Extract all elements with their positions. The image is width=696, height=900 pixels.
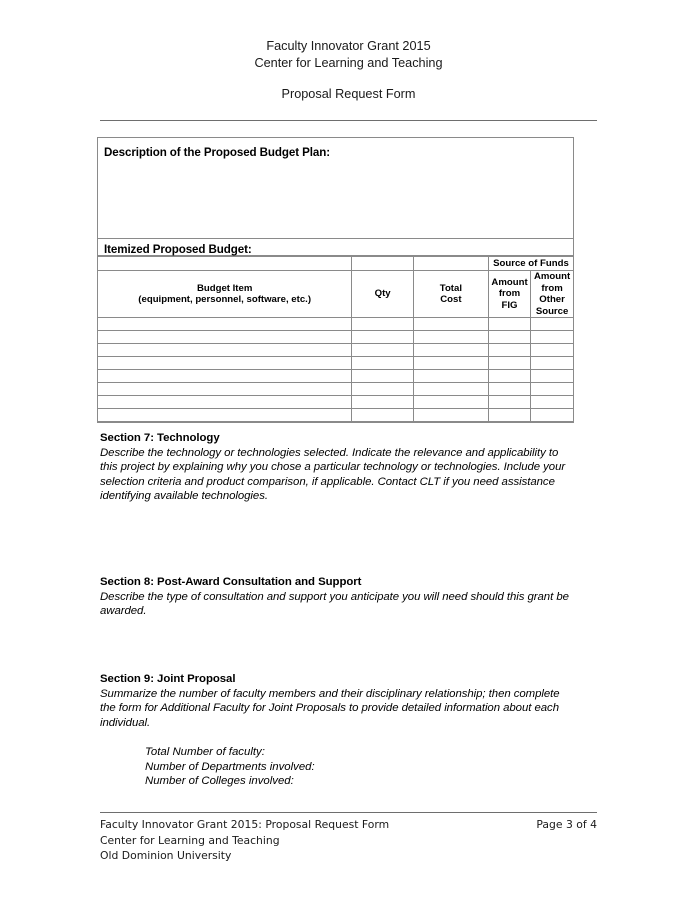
column-header-amount-from-fig bbox=[488, 271, 530, 318]
header-subtitle: Proposal Request Form bbox=[281, 87, 416, 101]
budget-cell[interactable] bbox=[488, 370, 530, 383]
section-9-body: Summarize the number of faculty members and their disciplinary relationship; then complete the form for Additional Faculty for Joint Proposals to provide detailed information about each individual. bbox=[100, 687, 560, 729]
section-8-body: Describe the type of consultation and support you anticipate you will need should this grant be awarded. bbox=[100, 590, 569, 618]
table-row bbox=[98, 357, 573, 370]
footer-line-3: Old Dominion University bbox=[100, 849, 232, 863]
footer-line-1: Faculty Innovator Grant 2015: Proposal Request Form bbox=[100, 818, 390, 831]
budget-cell[interactable] bbox=[98, 396, 352, 409]
budget-cell[interactable] bbox=[531, 331, 573, 344]
section-8-heading: Section 8: Post-Award Consultation and Support bbox=[100, 576, 362, 588]
budget-description-box[interactable] bbox=[98, 138, 573, 239]
budget-cell[interactable] bbox=[98, 357, 352, 370]
header-title-line-1: Faculty Innovator Grant 2015 bbox=[266, 39, 431, 53]
joint-proposal-field-2[interactable]: Number of Departments involved: bbox=[145, 760, 315, 773]
budget-cell[interactable] bbox=[413, 318, 488, 331]
column-header-qty-line1: Qty bbox=[374, 288, 391, 300]
column-header-amount-from-fig-line2: from FIG bbox=[498, 288, 521, 311]
budget-table-body bbox=[98, 318, 573, 422]
budget-cell[interactable] bbox=[98, 331, 352, 344]
column-header-qty bbox=[352, 271, 414, 318]
source-of-funds-header: Source of Funds bbox=[488, 257, 573, 271]
budget-cell[interactable] bbox=[98, 318, 352, 331]
budget-cell[interactable] bbox=[531, 409, 573, 422]
budget-cell[interactable] bbox=[488, 331, 530, 344]
budget-cell[interactable] bbox=[352, 396, 414, 409]
section-7-heading: Section 7: Technology bbox=[100, 432, 220, 444]
section-9 bbox=[100, 672, 570, 730]
budget-cell[interactable] bbox=[352, 383, 414, 396]
column-header-budget-item-line1: Budget Item bbox=[196, 282, 253, 294]
budget-cell[interactable] bbox=[531, 344, 573, 357]
budget-cell[interactable] bbox=[531, 318, 573, 331]
table-row bbox=[98, 409, 573, 422]
table-header-row bbox=[98, 271, 573, 318]
budget-cell[interactable] bbox=[413, 370, 488, 383]
budget-cell[interactable] bbox=[352, 344, 414, 357]
budget-cell[interactable] bbox=[488, 383, 530, 396]
document-footer bbox=[100, 817, 597, 864]
itemized-budget-table bbox=[98, 256, 573, 422]
table-row bbox=[98, 344, 573, 357]
budget-cell[interactable] bbox=[488, 318, 530, 331]
budget-cell[interactable] bbox=[98, 344, 352, 357]
table-row bbox=[98, 370, 573, 383]
budget-cell[interactable] bbox=[352, 409, 414, 422]
column-header-amount-other-source-line1: Amount from bbox=[533, 271, 571, 294]
budget-cell[interactable] bbox=[488, 409, 530, 422]
column-header-budget-item bbox=[98, 271, 352, 318]
budget-cell[interactable] bbox=[488, 396, 530, 409]
joint-proposal-field-3[interactable]: Number of Colleges involved: bbox=[145, 775, 294, 788]
budget-cell[interactable] bbox=[352, 370, 414, 383]
source-of-funds-group-row bbox=[98, 257, 573, 271]
group-row-blank-item bbox=[98, 257, 352, 271]
column-header-amount-other-source-line2: Other Source bbox=[535, 294, 569, 317]
budget-description-label: Description of the Proposed Budget Plan: bbox=[104, 146, 330, 159]
footer-line-2: Center for Learning and Teaching bbox=[100, 833, 280, 847]
column-header-amount-from-fig-line1: Amount bbox=[491, 276, 528, 288]
budget-cell[interactable] bbox=[352, 318, 414, 331]
header-spacer bbox=[100, 71, 597, 86]
itemized-budget-label-row bbox=[98, 239, 573, 256]
footer-page-number: Page 3 of 4 bbox=[536, 818, 597, 831]
group-row-blank-total bbox=[413, 257, 488, 271]
budget-cell[interactable] bbox=[98, 383, 352, 396]
column-header-total-cost-line2: Cost bbox=[440, 294, 462, 305]
column-header-budget-item-line2: (equipment, personnel, software, etc.) bbox=[138, 294, 312, 305]
document-header bbox=[100, 38, 597, 103]
table-row bbox=[98, 383, 573, 396]
budget-cell[interactable] bbox=[98, 370, 352, 383]
table-row bbox=[98, 331, 573, 344]
budget-cell[interactable] bbox=[352, 357, 414, 370]
budget-cell[interactable] bbox=[352, 331, 414, 344]
budget-cell[interactable] bbox=[531, 383, 573, 396]
header-title-line-2: Center for Learning and Teaching bbox=[254, 55, 443, 70]
footer-divider-rule bbox=[100, 812, 597, 813]
budget-cell[interactable] bbox=[413, 344, 488, 357]
table-row bbox=[98, 396, 573, 409]
budget-cell[interactable] bbox=[531, 370, 573, 383]
itemized-budget-label: Itemized Proposed Budget: bbox=[104, 243, 252, 256]
section-8 bbox=[100, 575, 570, 619]
budget-cell[interactable] bbox=[531, 396, 573, 409]
budget-cell[interactable] bbox=[413, 409, 488, 422]
header-divider-rule bbox=[100, 120, 597, 121]
budget-cell[interactable] bbox=[488, 344, 530, 357]
budget-cell[interactable] bbox=[488, 357, 530, 370]
section-9-heading: Section 9: Joint Proposal bbox=[100, 673, 236, 685]
joint-proposal-fields bbox=[145, 745, 465, 789]
budget-cell[interactable] bbox=[98, 409, 352, 422]
section-7 bbox=[100, 431, 570, 504]
joint-proposal-field-1[interactable]: Total Number of faculty: bbox=[145, 746, 265, 758]
section-7-body: Describe the technology or technologies selected. Indicate the relevance and applicability to this project by explaining why you chose a particular technology or technologies. Include your selection criteria and product comparison, if applicable. Contact CLT if you need assistance identifying available technologies. bbox=[100, 446, 566, 503]
column-header-total-cost-line1: Total bbox=[439, 282, 463, 294]
table-row bbox=[98, 318, 573, 331]
column-header-total-cost bbox=[413, 271, 488, 318]
footer-line-1-row bbox=[100, 817, 597, 833]
budget-cell[interactable] bbox=[413, 357, 488, 370]
budget-cell[interactable] bbox=[413, 383, 488, 396]
budget-cell[interactable] bbox=[413, 396, 488, 409]
budget-block bbox=[97, 137, 574, 423]
group-row-blank-qty bbox=[352, 257, 414, 271]
budget-cell[interactable] bbox=[413, 331, 488, 344]
budget-cell[interactable] bbox=[531, 357, 573, 370]
column-header-amount-other-source bbox=[531, 271, 573, 318]
